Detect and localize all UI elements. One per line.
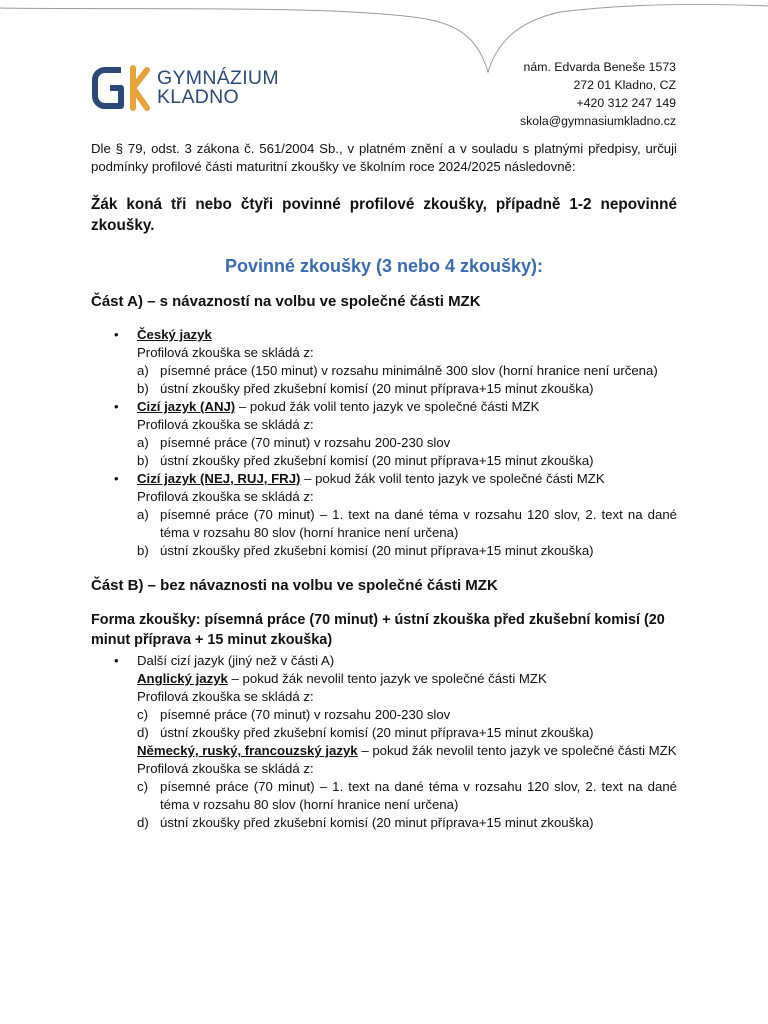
exam-title-line: [137, 470, 677, 488]
exam-title: Cizí jazyk (NEJ, RUJ, FRJ): [137, 471, 301, 486]
sub-letter: c): [137, 779, 148, 794]
sub-text: písemné práce (70 minut) – 1. text na dané téma v rozsahu 120 slov, 2. text na dané téma v rozsahu 80 slov (horní hranice není určena): [160, 507, 677, 540]
list-item: [91, 470, 677, 560]
logo-line-1: GYMNÁZIUM: [157, 67, 279, 89]
sub-item: [137, 506, 677, 542]
sub-letter: c): [137, 707, 148, 722]
sub-text: písemné práce (150 minut) v rozsahu minimálně 300 slov (horní hranice není určena): [160, 363, 658, 378]
sub-text: ústní zkoušky před zkušební komisí (20 minut příprava+15 minut zkouška): [160, 725, 594, 740]
part-b-heading: Část B) – bez návaznosti na volbu ve společné části MZK: [91, 577, 498, 594]
logo-wordmark: [157, 69, 279, 107]
sub-item: [137, 778, 677, 814]
exam-intro: Profilová zkouška se skládá z:: [137, 417, 314, 432]
sub-text: písemné práce (70 minut) v rozsahu 200-230 slov: [160, 707, 451, 722]
sub-item: [137, 434, 677, 452]
sub-letter: a): [137, 435, 149, 450]
exam-title-line: [137, 326, 677, 344]
sub-item: [137, 362, 677, 380]
list-item: [91, 326, 677, 398]
document-body: [91, 140, 677, 832]
exam-note: – pokud žák volil tento jazyk ve společné části MZK: [235, 399, 540, 414]
sub-text: písemné práce (70 minut) – 1. text na dané téma v rozsahu 120 slov, 2. text na dané téma v rozsahu 80 slov (horní hranice není určena): [160, 779, 677, 812]
sub-letter: a): [137, 507, 149, 522]
sub-item: [137, 706, 677, 724]
address-city: 272 01 Kladno, CZ: [573, 78, 676, 92]
sub-letter: b): [137, 453, 149, 468]
sub-item: [137, 452, 677, 470]
sub-text: písemné práce (70 minut) v rozsahu 200-230 slov: [160, 435, 451, 450]
list-item: [91, 398, 677, 470]
exam-note: – pokud žák nevolil tento jazyk ve společné části MZK: [357, 743, 677, 758]
sub-letter: b): [137, 543, 149, 558]
sub-text: ústní zkoušky před zkušební komisí (20 minut příprava+15 minut zkouška): [160, 381, 594, 396]
sub-letter: d): [137, 725, 149, 740]
exam-intro: Profilová zkouška se skládá z:: [137, 689, 314, 704]
sub-item: [137, 724, 677, 742]
exam-title: Německý, ruský, francouzský jazyk: [137, 743, 358, 758]
sub-letter: a): [137, 363, 149, 378]
intro-paragraph: Dle § 79, odst. 3 zákona č. 561/2004 Sb., v platném znění a v souladu s platnými předpisy, určuji podmínky profilové části maturitní zkoušky ve školním roce 2024/2025 následovně:: [91, 141, 677, 174]
sub-text: ústní zkoušky před zkušební komisí (20 minut příprava+15 minut zkouška): [160, 543, 594, 558]
exam-note: – pokud žák volil tento jazyk ve společné části MZK: [300, 471, 605, 486]
part-a-list: [91, 326, 677, 560]
exam-title: Český jazyk: [137, 327, 212, 342]
lead-statement: Žák koná tři nebo čtyři povinné profilové zkoušky, případně 1-2 nepovinné zkoušky.: [91, 196, 677, 234]
sub-text: ústní zkoušky před zkušební komisí (20 minut příprava+15 minut zkouška): [160, 815, 594, 830]
gk-logo-mark-icon: [91, 64, 151, 112]
exam-title: Cizí jazyk (ANJ): [137, 399, 236, 414]
exam-title-line: [137, 742, 677, 760]
sub-item: [137, 814, 677, 832]
school-logo: [91, 64, 279, 112]
exam-intro: Profilová zkouška se skládá z:: [137, 345, 314, 360]
address-street: nám. Edvarda Beneše 1573: [523, 60, 676, 74]
exam-form-statement: Forma zkoušky: písemná práce (70 minut) + ústní zkouška před zkušební komisí (20 minut příprava + 15 minut zkouška): [91, 612, 665, 648]
exam-note: – pokud žák nevolil tento jazyk ve společné části MZK: [227, 671, 547, 686]
exam-title-line: [137, 398, 677, 416]
sub-letter: d): [137, 815, 149, 830]
logo-line-2: KLADNO: [157, 86, 239, 108]
part-a-heading: Část A) – s návazností na volbu ve společné části MZK: [91, 293, 481, 310]
exam-title-line: [137, 670, 677, 688]
part-b-list: [91, 652, 677, 832]
exam-intro: Profilová zkouška se skládá z:: [137, 489, 314, 504]
list-item: [91, 652, 677, 832]
sub-letter: b): [137, 381, 149, 396]
exam-intro: Profilová zkouška se skládá z:: [137, 761, 314, 776]
sub-item: [137, 542, 677, 560]
sub-item: [137, 380, 677, 398]
school-address: [520, 58, 676, 130]
address-phone: +420 312 247 149: [576, 96, 676, 110]
exam-title: Anglický jazyk: [137, 671, 228, 686]
sub-text: ústní zkoušky před zkušební komisí (20 minut příprava+15 minut zkouška): [160, 453, 594, 468]
address-email: skola@gymnasiumkladno.cz: [519, 114, 676, 128]
bullet-text: • Další cizí jazyk (jiný než v části A): [137, 653, 335, 668]
mandatory-exams-heading: Povinné zkoušky (3 nebo 4 zkoušky):: [224, 256, 544, 276]
